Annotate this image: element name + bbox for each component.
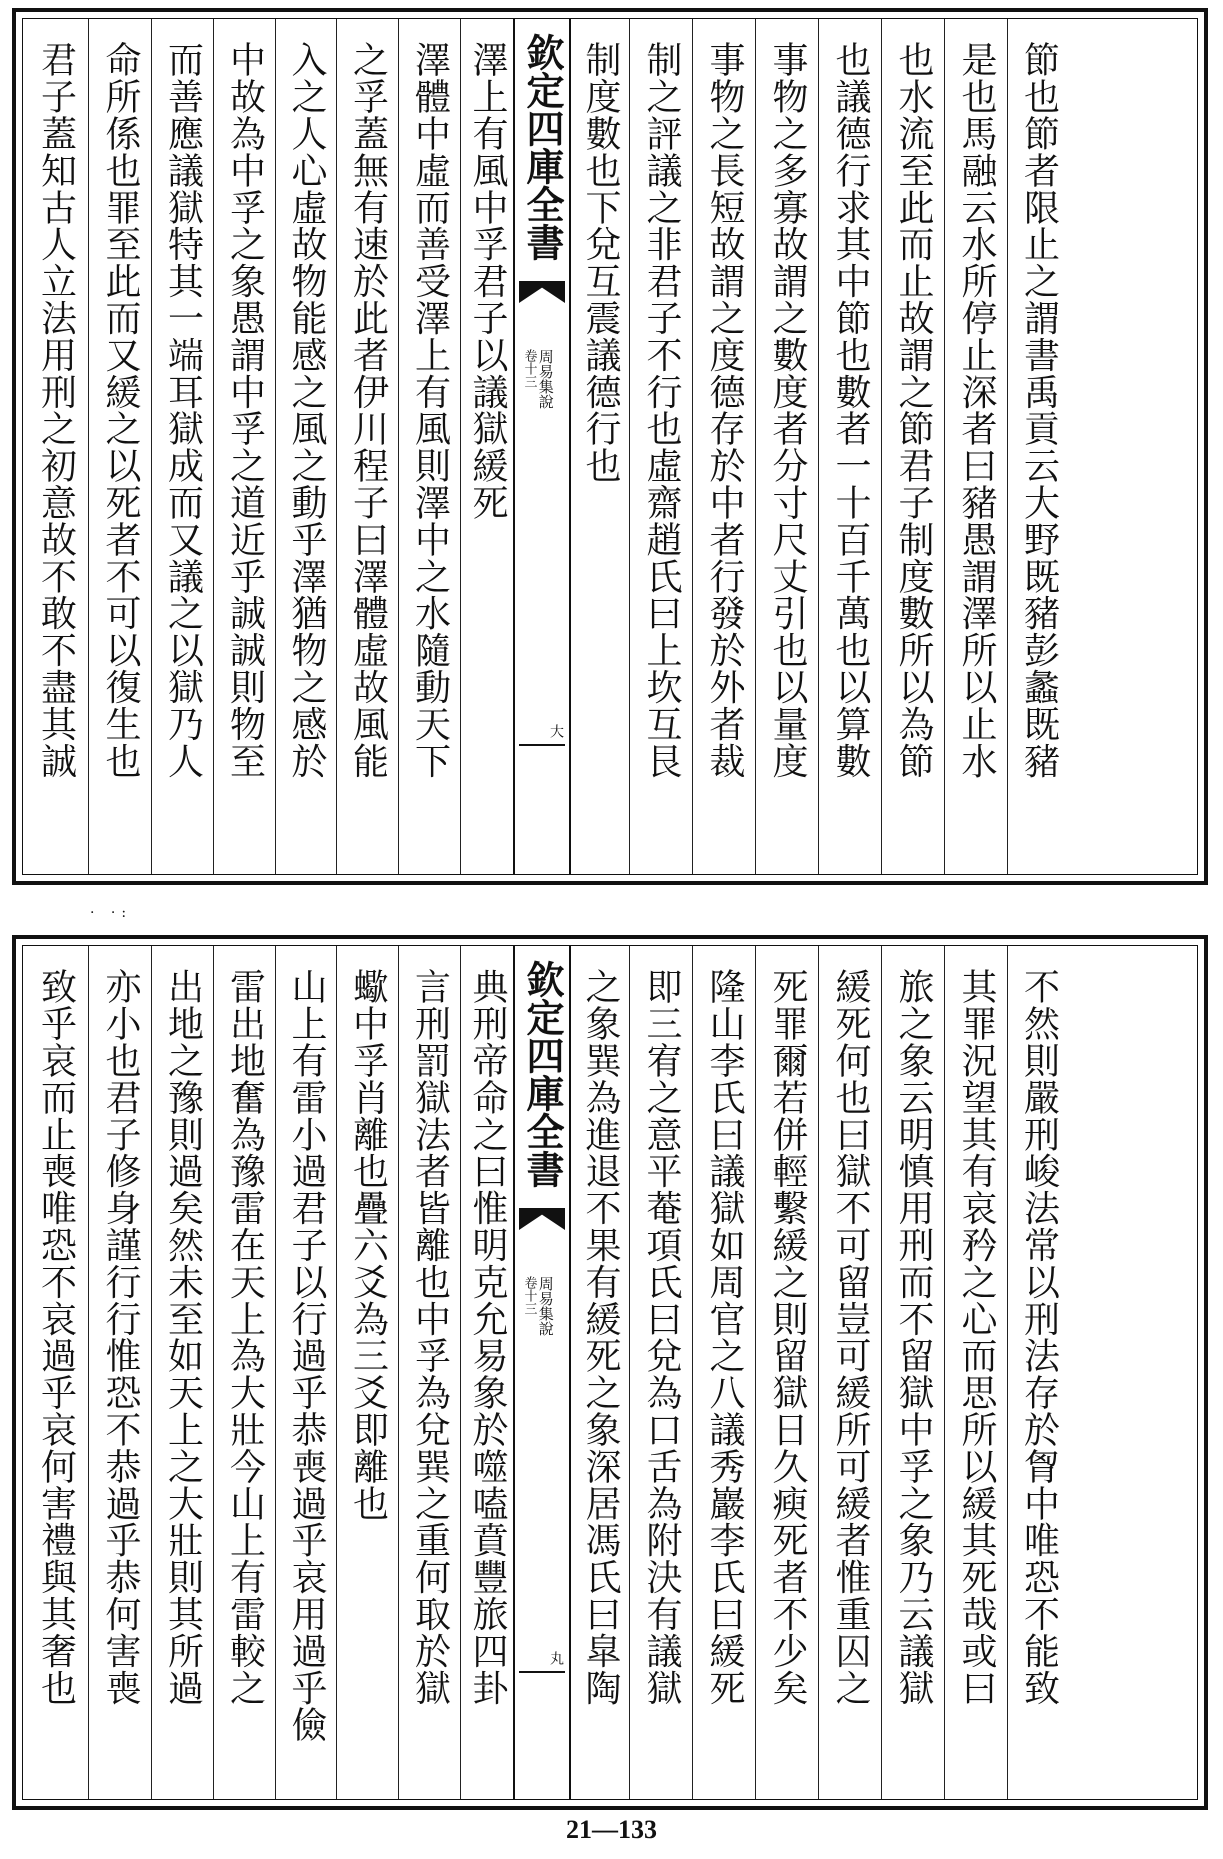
- column-text: 雷出地奮為豫雷在天上為大壯今山上有雷較之: [224, 968, 266, 1706]
- text-column: [692, 946, 755, 1799]
- column-text: 蠍中孚肖離也疊六爻為三爻即離也: [347, 968, 389, 1522]
- column-text: 之孚蓋無有速於此者伊川程子曰澤體虛故風能: [347, 41, 389, 779]
- column-text: 而善應議獄特其一端耳獄成而又議之以獄乃人: [162, 41, 204, 779]
- column-text: 制度數也下兌互震議德行也: [580, 41, 621, 484]
- text-column: [629, 946, 692, 1799]
- page-frame: [22, 18, 1198, 875]
- center-rule: [519, 1671, 565, 1673]
- column-text: 也議德行求其中節也數者一十百千萬也以算數: [830, 41, 871, 779]
- text-column: [571, 19, 629, 874]
- column-text: 其罪況望其有哀矜之心而思所以緩其死哉或曰: [956, 968, 997, 1706]
- text-column: [881, 19, 944, 874]
- column-text: 事物之多寡故謂之數度者分寸尺丈引也以量度: [767, 41, 808, 779]
- leaf-number: 丸: [548, 1651, 564, 1665]
- text-column: [1007, 946, 1069, 1799]
- column-text: 澤體中虛而善受澤上有風則澤中之水隨動天下: [409, 41, 451, 779]
- text-column: [629, 19, 692, 874]
- text-column: [151, 946, 213, 1799]
- text-column: [398, 946, 460, 1799]
- text-column: [944, 19, 1007, 874]
- columns: [23, 19, 1197, 874]
- column-text: 隆山李氏曰議獄如周官之八議秀巖李氏曰緩死: [704, 968, 745, 1706]
- column-text: 出地之豫則過矣然未至如天上之大壯則其所過: [162, 968, 204, 1706]
- text-column: [88, 946, 151, 1799]
- column-text: 入之人心虛故物能感之風之動乎澤猶物之感於: [286, 41, 327, 779]
- column-text: 君子蓋知古人立法用刑之初意故不敢不盡其誠: [35, 41, 77, 779]
- text-column: [336, 19, 398, 874]
- book-title: 周易集說: [536, 349, 555, 409]
- text-column: [460, 946, 513, 1799]
- text-column: [275, 946, 336, 1799]
- text-column: [460, 19, 513, 874]
- text-column: [818, 19, 881, 874]
- library-title: 欽定四庫全書: [520, 960, 565, 1188]
- center-fold: [513, 19, 571, 874]
- text-column: [692, 19, 755, 874]
- column-text: 事物之長短故謂之度德存於中者行發於外者裁: [704, 41, 745, 779]
- text-column: [1007, 19, 1069, 874]
- text-column: [275, 19, 336, 874]
- text-column: [23, 946, 88, 1799]
- column-text: 不然則嚴刑峻法常以刑法存於胷中唯恐不能致: [1018, 968, 1060, 1706]
- text-column: [213, 946, 275, 1799]
- column-text: 是也馬融云水所停止深者曰豬愚謂澤所以止水: [956, 41, 997, 779]
- text-column: [213, 19, 275, 874]
- fishtail-mark: [519, 1208, 565, 1230]
- columns: [23, 946, 1197, 1799]
- page-top: [12, 8, 1208, 885]
- column-text: 之象巽為進退不果有緩死之象深居馮氏曰皐陶: [580, 968, 621, 1706]
- text-column: [23, 19, 88, 874]
- column-text: 旅之象云明慎用刑而不留獄中孚之象乃云議獄: [893, 968, 934, 1706]
- column-text: 言刑罰獄法者皆離也中孚為兌巽之重何取於獄: [409, 968, 451, 1706]
- text-column: [398, 19, 460, 874]
- text-column: [755, 19, 818, 874]
- center-fold: [513, 946, 571, 1799]
- column-text: 節也節者限止之謂書禹貢云大野既豬彭蠡既豬: [1018, 41, 1060, 779]
- text-column: [881, 946, 944, 1799]
- center-rule: [519, 744, 565, 746]
- text-column: [88, 19, 151, 874]
- leaf-number: 大: [548, 724, 564, 738]
- text-column: [336, 946, 398, 1799]
- volume-label: 卷十三: [521, 1276, 537, 1315]
- text-column: [571, 946, 629, 1799]
- page-bottom: [12, 935, 1208, 1810]
- text-column: [755, 946, 818, 1799]
- text-column: [151, 19, 213, 874]
- text-column: [818, 946, 881, 1799]
- column-text: 澤上有風中孚君子以議獄緩死: [467, 41, 508, 521]
- column-text: 山上有雷小過君子以行過乎恭喪過乎哀用過乎儉: [286, 968, 327, 1743]
- page-frame: [22, 945, 1198, 1800]
- fishtail-mark: [519, 281, 565, 303]
- column-text: 命所係也罪至此而又緩之以死者不可以復生也: [100, 41, 141, 779]
- column-text: 致乎哀而止喪唯恐不哀過乎哀何害禮與其奢也: [35, 968, 77, 1706]
- page-footer-number: 21—133: [566, 1815, 657, 1844]
- column-text: 即三宥之意平菴項氏曰兌為口舌為附決有議獄: [641, 968, 682, 1706]
- column-text: 緩死何也曰獄不可留豈可緩所可緩者惟重囚之: [830, 968, 871, 1706]
- column-text: 死罪爾若併輕繫緩之則留獄日久瘐死者不少矣: [767, 968, 808, 1706]
- column-text: 也水流至此而止故謂之節君子制度數所以為節: [893, 41, 934, 779]
- book-title: 周易集說: [536, 1276, 555, 1336]
- separator-marks: · ·:: [90, 905, 133, 921]
- column-text: 亦小也君子修身謹行行惟恐不恭過乎恭何害喪: [100, 968, 141, 1706]
- text-column: [944, 946, 1007, 1799]
- volume-label: 卷十三: [521, 349, 537, 388]
- column-text: 中故為中孚之象愚謂中孚之道近乎誠誠則物至: [224, 41, 266, 779]
- column-text: 制之評議之非君子不行也虛齋趙氏曰上坎互艮: [641, 41, 682, 779]
- column-text: 典刑帝命之曰惟明克允易象於噬嗑賁豐旅四卦: [467, 968, 508, 1706]
- library-title: 欽定四庫全書: [520, 33, 565, 261]
